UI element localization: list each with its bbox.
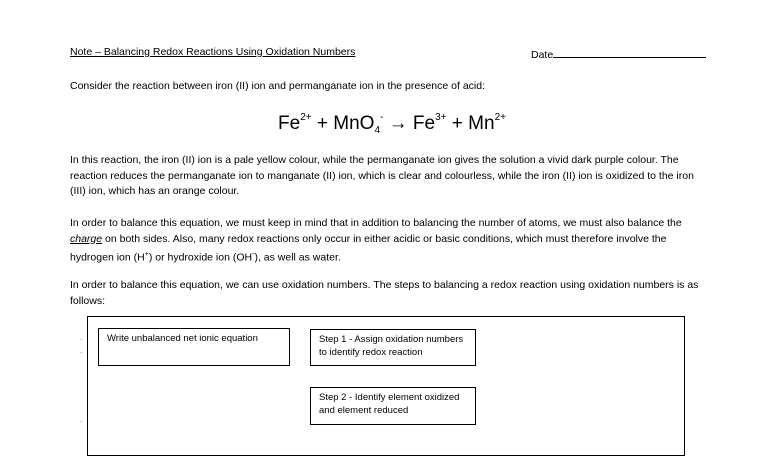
- eq-mn-charge: 2+: [494, 112, 506, 123]
- steps-intro-paragraph: In order to balance this equation, we can use oxidation numbers. The steps to balancing a redox reaction using oxidation numbers is as follows:: [70, 279, 699, 307]
- eq-mno4-subscript: 4: [374, 125, 381, 136]
- eq-fe3-charge: 3+: [435, 112, 447, 123]
- charge-paragraph-part1: In order to balance this equation, we must keep in mind that in addition to balancing the number of atoms, we must also balance the: [70, 217, 682, 229]
- margin-tick: -: [80, 419, 83, 426]
- margin-tick: -: [80, 337, 83, 344]
- flowchart-box-step1: [310, 329, 476, 366]
- charge-paragraph-part4: ), as well as water.: [254, 251, 341, 264]
- eq-fe: Fe: [278, 113, 301, 134]
- eq-mno4-charge: -: [380, 112, 384, 123]
- flowchart-box-unbalanced: [98, 328, 290, 366]
- page-title: Note – Balancing Redox Reactions Using Oxidation Numbers: [70, 46, 356, 58]
- colour-paragraph: In this reaction, the iron (II) ion is a pale yellow colour, while the permanganate ion gives the solution a vivid dark purple colour. The reaction reduces the permanganate ion to manganate (II) ion, which is clear and colourless, while the iron (II) ion is oxidized to the iron (III) ion, which has an orange colour.: [70, 154, 694, 197]
- box2-line1: Step 1 - Assign oxidation numbers: [319, 334, 464, 345]
- charge-paragraph-part2: on both sides. Also, many redox reactions only occur in either acidic or basic conditions, which must therefore involve the hydrogen ion (H: [70, 232, 667, 264]
- box2-line2: to identify redox reaction: [319, 347, 423, 358]
- eq-mno4: + MnO: [316, 113, 375, 134]
- charge-emphasis: charge: [70, 232, 103, 245]
- box3-line2: and element reduced: [319, 405, 409, 416]
- box1-text: Write unbalanced net ionic equation: [107, 333, 258, 344]
- eq-fe-charge: 2+: [300, 112, 312, 123]
- eq-fe3: → Fe: [388, 113, 436, 134]
- charge-paragraph: [70, 216, 710, 266]
- h-ion-charge: +: [144, 251, 149, 258]
- date-label: Date: [531, 49, 554, 61]
- charge-paragraph-part3: ) or hydroxide ion (OH: [148, 251, 253, 264]
- eq-mn: + Mn: [451, 113, 495, 134]
- flowchart-box-step2: [310, 387, 476, 425]
- oh-ion-charge: -: [252, 251, 255, 258]
- intro-paragraph: Consider the reaction between iron (II) ion and permanganate ion in the presence of acid:: [70, 80, 486, 92]
- date-field: [531, 46, 706, 61]
- chemical-equation: [0, 112, 784, 136]
- margin-tick: -: [80, 350, 83, 357]
- box3-line1: Step 2 - Identify element oxidized: [319, 392, 460, 403]
- date-blank-line: [553, 46, 706, 58]
